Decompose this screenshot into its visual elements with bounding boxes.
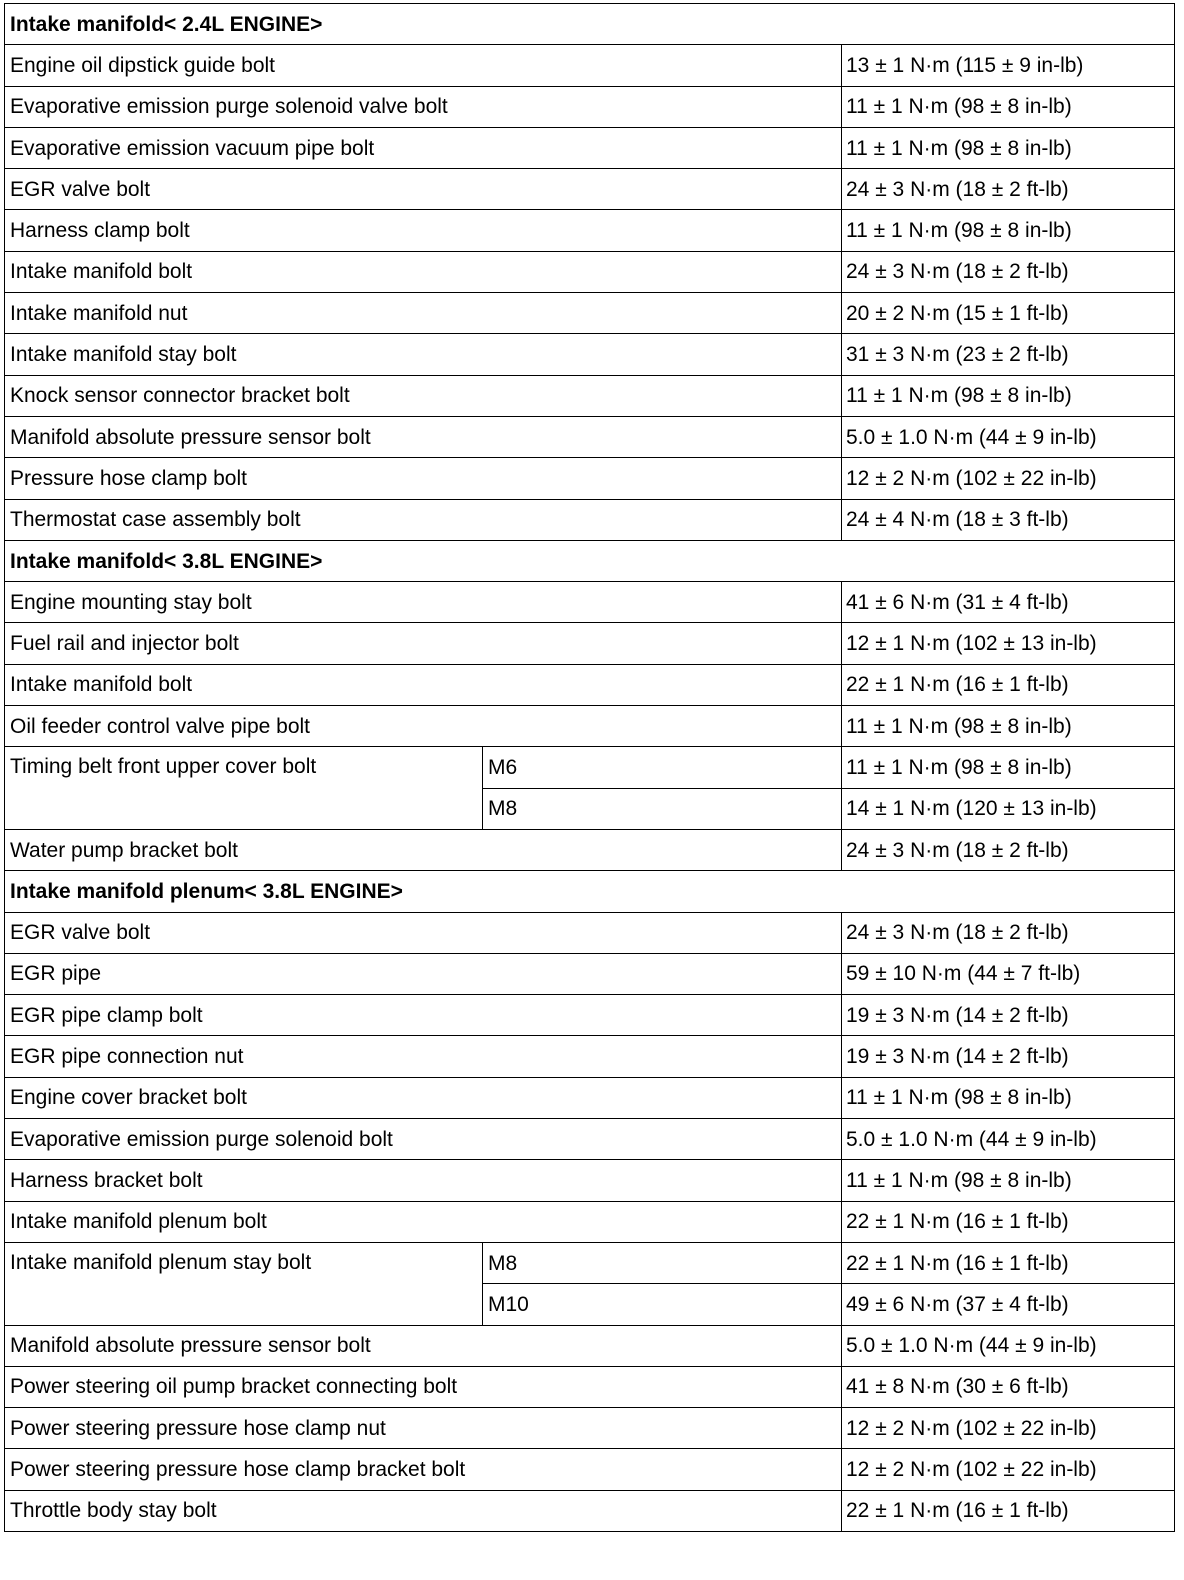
item-name: Intake manifold plenum bolt bbox=[5, 1201, 842, 1242]
table-row bbox=[5, 1077, 1175, 1118]
torque-value: 24 ± 3 N·m (18 ± 2 ft-lb) bbox=[842, 829, 1175, 870]
torque-value: 22 ± 1 N·m (16 ± 1 ft-lb) bbox=[842, 1242, 1175, 1283]
section-title: Intake manifold plenum< 3.8L ENGINE> bbox=[5, 871, 1175, 912]
item-name: Intake manifold nut bbox=[5, 293, 842, 334]
section-header-row bbox=[5, 4, 1175, 45]
torque-value: 12 ± 2 N·m (102 ± 22 in-lb) bbox=[842, 458, 1175, 499]
table-row bbox=[5, 582, 1175, 623]
bolt-size: M8 bbox=[483, 1242, 842, 1283]
torque-value: 22 ± 1 N·m (16 ± 1 ft-lb) bbox=[842, 664, 1175, 705]
table-row bbox=[5, 664, 1175, 705]
torque-value: 5.0 ± 1.0 N·m (44 ± 9 in-lb) bbox=[842, 1119, 1175, 1160]
table-row bbox=[5, 1160, 1175, 1201]
torque-value: 12 ± 1 N·m (102 ± 13 in-lb) bbox=[842, 623, 1175, 664]
torque-value: 14 ± 1 N·m (120 ± 13 in-lb) bbox=[842, 788, 1175, 829]
item-name: Engine mounting stay bolt bbox=[5, 582, 842, 623]
table-row bbox=[5, 829, 1175, 870]
item-name: EGR pipe clamp bolt bbox=[5, 995, 842, 1036]
item-name: Power steering oil pump bracket connecting bolt bbox=[5, 1366, 842, 1407]
torque-value: 5.0 ± 1.0 N·m (44 ± 9 in-lb) bbox=[842, 416, 1175, 457]
item-name: Intake manifold bolt bbox=[5, 251, 842, 292]
item-name: Manifold absolute pressure sensor bolt bbox=[5, 1325, 842, 1366]
item-name: Harness clamp bolt bbox=[5, 210, 842, 251]
torque-value: 49 ± 6 N·m (37 ± 4 ft-lb) bbox=[842, 1284, 1175, 1325]
torque-value: 11 ± 1 N·m (98 ± 8 in-lb) bbox=[842, 210, 1175, 251]
item-name: Throttle body stay bolt bbox=[5, 1490, 842, 1531]
item-name: EGR pipe bbox=[5, 953, 842, 994]
item-name: Power steering pressure hose clamp nut bbox=[5, 1408, 842, 1449]
torque-value: 19 ± 3 N·m (14 ± 2 ft-lb) bbox=[842, 995, 1175, 1036]
torque-value: 12 ± 2 N·m (102 ± 22 in-lb) bbox=[842, 1408, 1175, 1449]
torque-value: 24 ± 4 N·m (18 ± 3 ft-lb) bbox=[842, 499, 1175, 540]
table-row bbox=[5, 45, 1175, 86]
item-name: Intake manifold bolt bbox=[5, 664, 842, 705]
table-row bbox=[5, 706, 1175, 747]
item-name: Evaporative emission vacuum pipe bolt bbox=[5, 127, 842, 168]
item-name: Knock sensor connector bracket bolt bbox=[5, 375, 842, 416]
table-row bbox=[5, 458, 1175, 499]
item-name: Harness bracket bolt bbox=[5, 1160, 842, 1201]
item-name: Fuel rail and injector bolt bbox=[5, 623, 842, 664]
torque-value: 11 ± 1 N·m (98 ± 8 in-lb) bbox=[842, 127, 1175, 168]
torque-value: 11 ± 1 N·m (98 ± 8 in-lb) bbox=[842, 747, 1175, 788]
torque-value: 11 ± 1 N·m (98 ± 8 in-lb) bbox=[842, 1160, 1175, 1201]
torque-value: 22 ± 1 N·m (16 ± 1 ft-lb) bbox=[842, 1201, 1175, 1242]
section-title: Intake manifold< 2.4L ENGINE> bbox=[5, 4, 1175, 45]
torque-value: 41 ± 8 N·m (30 ± 6 ft-lb) bbox=[842, 1366, 1175, 1407]
torque-value: 24 ± 3 N·m (18 ± 2 ft-lb) bbox=[842, 251, 1175, 292]
torque-value: 24 ± 3 N·m (18 ± 2 ft-lb) bbox=[842, 912, 1175, 953]
table-row bbox=[5, 623, 1175, 664]
item-name: Manifold absolute pressure sensor bolt bbox=[5, 416, 842, 457]
table-row bbox=[5, 210, 1175, 251]
bolt-size: M10 bbox=[483, 1284, 842, 1325]
table-row bbox=[5, 1119, 1175, 1160]
item-name: Power steering pressure hose clamp bracket bolt bbox=[5, 1449, 842, 1490]
torque-value: 11 ± 1 N·m (98 ± 8 in-lb) bbox=[842, 86, 1175, 127]
item-name: Intake manifold plenum stay bolt bbox=[5, 1242, 483, 1325]
torque-value: 41 ± 6 N·m (31 ± 4 ft-lb) bbox=[842, 582, 1175, 623]
torque-value: 12 ± 2 N·m (102 ± 22 in-lb) bbox=[842, 1449, 1175, 1490]
table-row bbox=[5, 1366, 1175, 1407]
item-name: Engine oil dipstick guide bolt bbox=[5, 45, 842, 86]
item-name: EGR pipe connection nut bbox=[5, 1036, 842, 1077]
table-row bbox=[5, 127, 1175, 168]
table-row bbox=[5, 1325, 1175, 1366]
item-name: Pressure hose clamp bolt bbox=[5, 458, 842, 499]
table-row bbox=[5, 499, 1175, 540]
item-name: Evaporative emission purge solenoid valve bolt bbox=[5, 86, 842, 127]
table-row bbox=[5, 995, 1175, 1036]
table-row bbox=[5, 747, 1175, 788]
table-row bbox=[5, 1036, 1175, 1077]
item-name: Thermostat case assembly bolt bbox=[5, 499, 842, 540]
table-row bbox=[5, 334, 1175, 375]
torque-value: 20 ± 2 N·m (15 ± 1 ft-lb) bbox=[842, 293, 1175, 334]
item-name: Oil feeder control valve pipe bolt bbox=[5, 706, 842, 747]
table-row bbox=[5, 416, 1175, 457]
item-name: Timing belt front upper cover bolt bbox=[5, 747, 483, 830]
torque-value: 19 ± 3 N·m (14 ± 2 ft-lb) bbox=[842, 1036, 1175, 1077]
torque-spec-table bbox=[4, 3, 1175, 1532]
item-name: Intake manifold stay bolt bbox=[5, 334, 842, 375]
item-name: Evaporative emission purge solenoid bolt bbox=[5, 1119, 842, 1160]
table-row bbox=[5, 953, 1175, 994]
torque-value: 5.0 ± 1.0 N·m (44 ± 9 in-lb) bbox=[842, 1325, 1175, 1366]
bolt-size: M8 bbox=[483, 788, 842, 829]
table-row bbox=[5, 1490, 1175, 1531]
table-row bbox=[5, 251, 1175, 292]
table-row bbox=[5, 1242, 1175, 1283]
torque-spec-body bbox=[5, 4, 1175, 1532]
table-row bbox=[5, 86, 1175, 127]
torque-value: 22 ± 1 N·m (16 ± 1 ft-lb) bbox=[842, 1490, 1175, 1531]
table-row bbox=[5, 293, 1175, 334]
item-name: EGR valve bolt bbox=[5, 912, 842, 953]
torque-value: 31 ± 3 N·m (23 ± 2 ft-lb) bbox=[842, 334, 1175, 375]
torque-value: 11 ± 1 N·m (98 ± 8 in-lb) bbox=[842, 706, 1175, 747]
torque-value: 59 ± 10 N·m (44 ± 7 ft-lb) bbox=[842, 953, 1175, 994]
table-row bbox=[5, 169, 1175, 210]
section-header-row bbox=[5, 540, 1175, 581]
bolt-size: M6 bbox=[483, 747, 842, 788]
table-row bbox=[5, 1201, 1175, 1242]
torque-value: 11 ± 1 N·m (98 ± 8 in-lb) bbox=[842, 1077, 1175, 1118]
section-header-row bbox=[5, 871, 1175, 912]
item-name: Engine cover bracket bolt bbox=[5, 1077, 842, 1118]
item-name: Water pump bracket bolt bbox=[5, 829, 842, 870]
torque-value: 24 ± 3 N·m (18 ± 2 ft-lb) bbox=[842, 169, 1175, 210]
torque-value: 11 ± 1 N·m (98 ± 8 in-lb) bbox=[842, 375, 1175, 416]
torque-value: 13 ± 1 N·m (115 ± 9 in-lb) bbox=[842, 45, 1175, 86]
table-row bbox=[5, 912, 1175, 953]
table-row bbox=[5, 1449, 1175, 1490]
section-title: Intake manifold< 3.8L ENGINE> bbox=[5, 540, 1175, 581]
table-row bbox=[5, 375, 1175, 416]
table-row bbox=[5, 1408, 1175, 1449]
item-name: EGR valve bolt bbox=[5, 169, 842, 210]
